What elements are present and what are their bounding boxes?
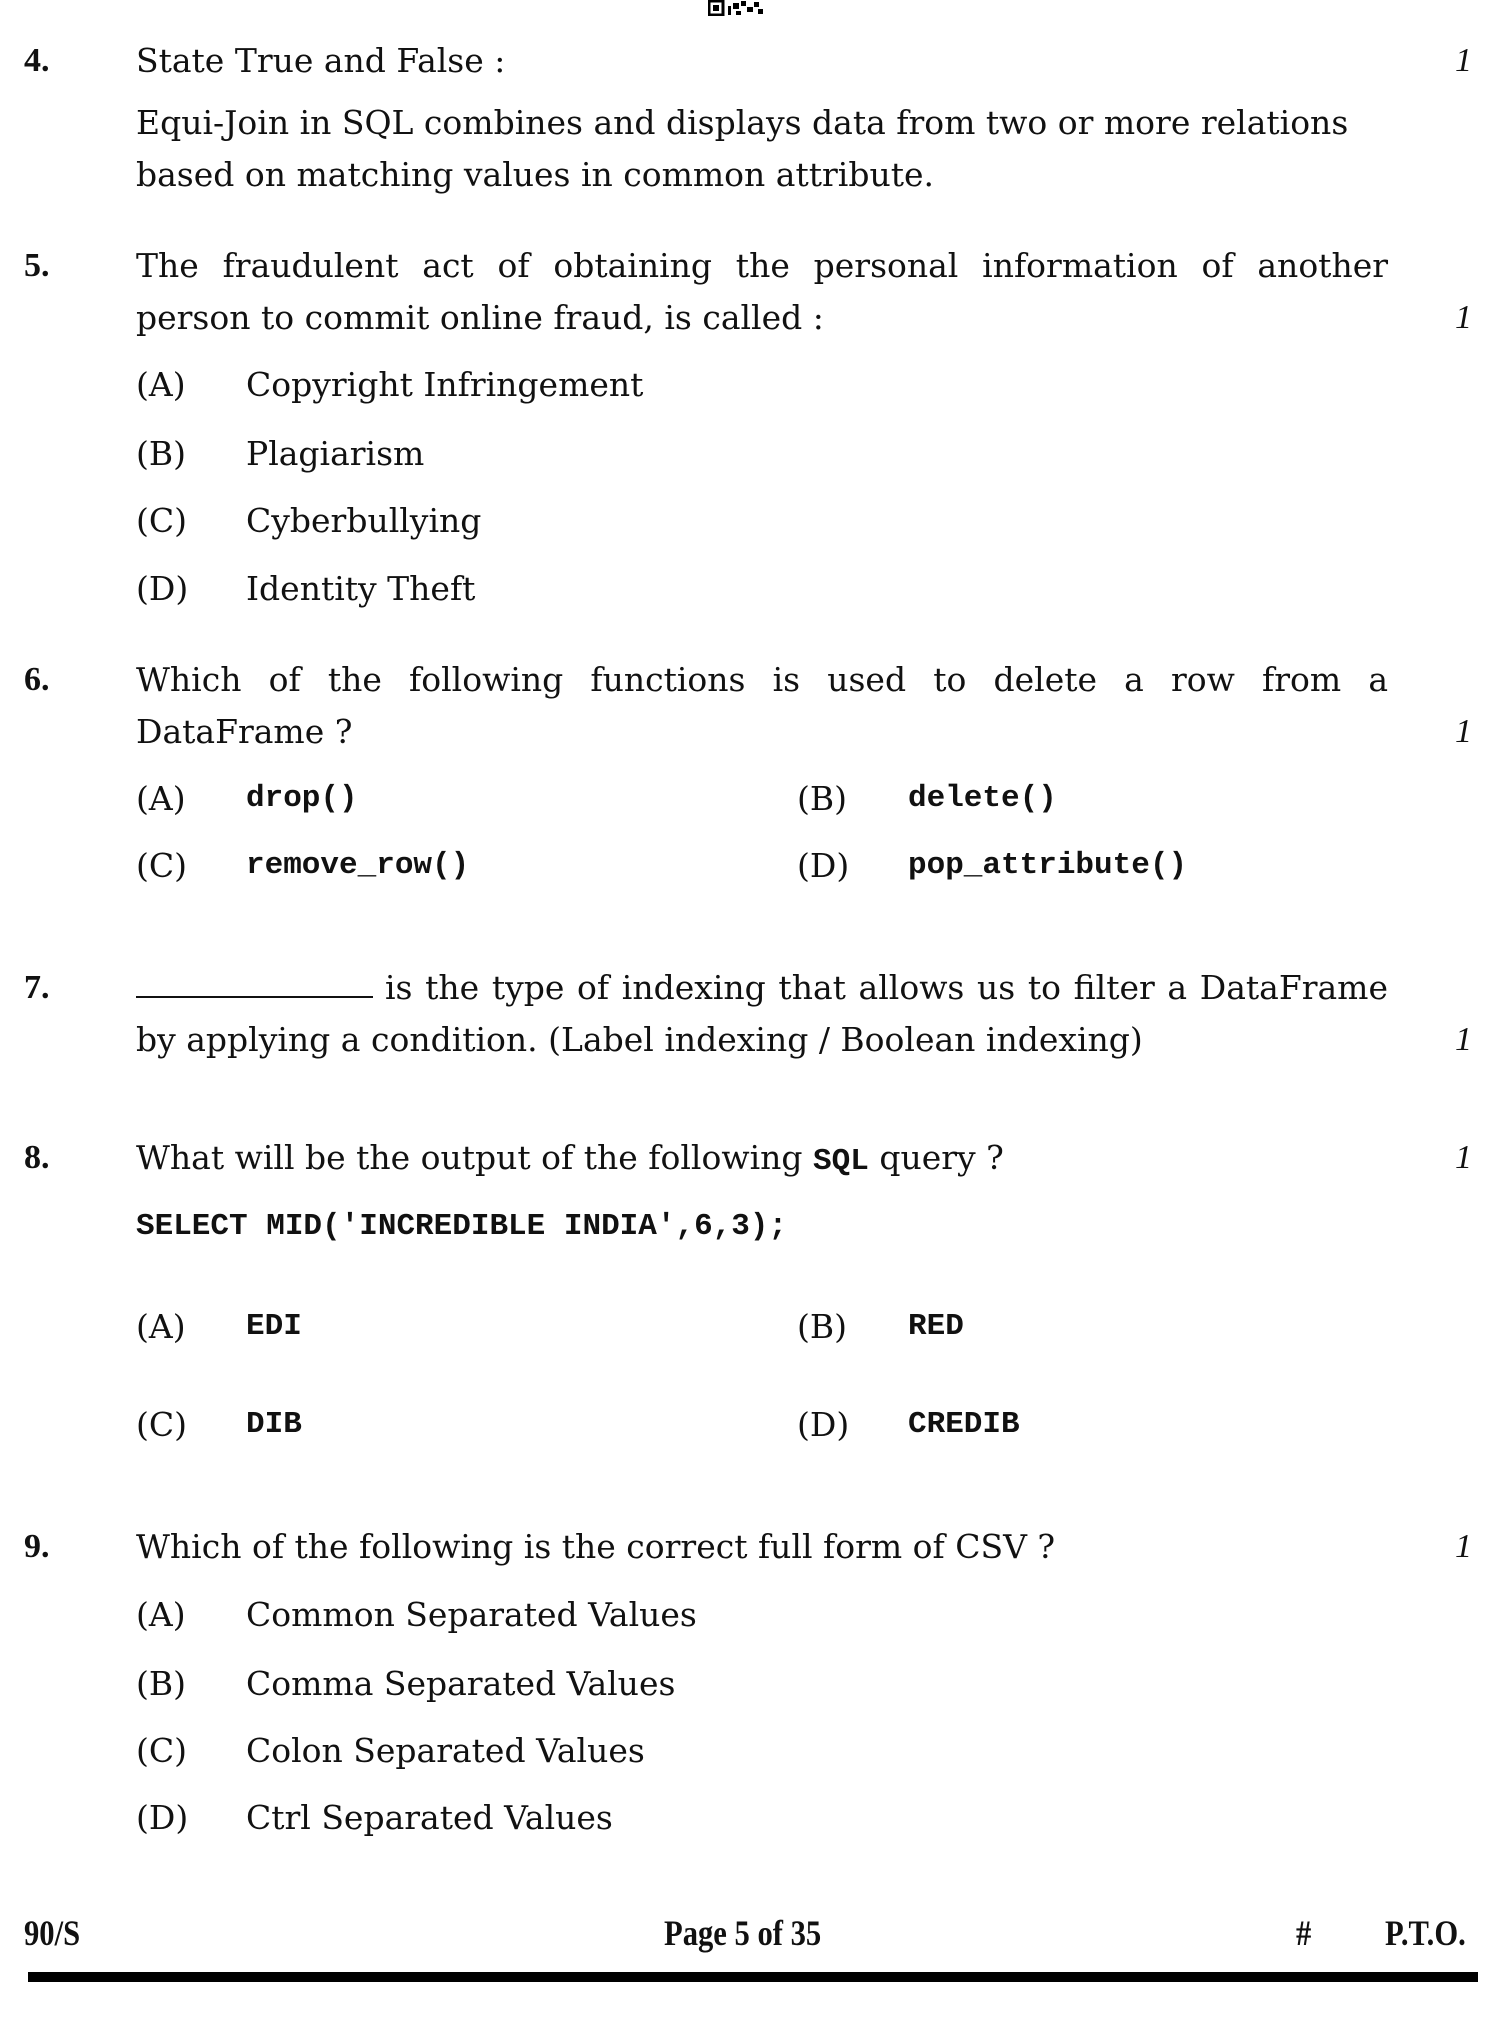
question-number: 6. <box>24 661 50 698</box>
option-label: (D) <box>797 846 850 885</box>
question-text-part: query ? <box>879 1138 1004 1177</box>
question-text <box>136 1132 1004 1184</box>
option-label: (D) <box>136 1798 189 1837</box>
question-marks: 1 <box>1455 1528 1472 1565</box>
option-label: (C) <box>136 1731 187 1770</box>
sql-keyword: SQL <box>813 1144 869 1179</box>
option-label: (B) <box>797 1307 847 1346</box>
option-label: (C) <box>136 501 187 540</box>
option-label: (D) <box>136 569 189 608</box>
question-text: The fraudulent act of obtaining the personal information of another <box>136 246 1388 285</box>
option-label: (D) <box>797 1405 850 1444</box>
option-text: Plagiarism <box>246 434 425 473</box>
question-number: 9. <box>24 1528 50 1565</box>
option-text: Comma Separated Values <box>246 1664 676 1703</box>
question-number: 8. <box>24 1139 50 1176</box>
page-number: Page 5 of 35 <box>664 1913 822 1953</box>
option-label: (A) <box>136 1595 186 1634</box>
option-text: Copyright Infringement <box>246 365 644 404</box>
fill-in-blank <box>136 962 373 998</box>
option-text: Common Separated Values <box>246 1595 697 1634</box>
question-number: 5. <box>24 247 50 284</box>
option-label: (A) <box>136 1307 186 1346</box>
option-text: EDI <box>246 1309 302 1344</box>
option-text: RED <box>908 1309 964 1344</box>
option-text: pop_attribute() <box>908 848 1188 883</box>
qr-code-icon <box>708 0 766 16</box>
footer-rule <box>28 1972 1478 1982</box>
option-label: (A) <box>136 365 186 404</box>
option-label: (C) <box>136 1405 187 1444</box>
question-marks: 1 <box>1455 1139 1472 1176</box>
option-label: (A) <box>136 779 186 818</box>
question-text: is the type of indexing that allows us to filter a DataFrame <box>385 968 1388 1007</box>
question-text: based on matching values in common attribute. <box>136 155 934 194</box>
question-number: 7. <box>24 969 50 1006</box>
question-marks: 1 <box>1455 299 1472 336</box>
option-text: Ctrl Separated Values <box>246 1798 613 1837</box>
question-text-line <box>136 962 1388 1014</box>
option-label: (B) <box>797 779 847 818</box>
paper-code: 90/S <box>24 1913 81 1953</box>
option-text: Colon Separated Values <box>246 1731 645 1770</box>
question-number: 4. <box>24 42 50 79</box>
question-text: Which of the following functions is used to delete a row from a <box>136 660 1388 699</box>
question-text: by applying a condition. (Label indexing / Boolean indexing) <box>136 1020 1143 1059</box>
option-text: DIB <box>246 1407 302 1442</box>
option-text: Cyberbullying <box>246 501 482 540</box>
option-text: Identity Theft <box>246 569 476 608</box>
question-text: Equi-Join in SQL combines and displays data from two or more relations <box>136 103 1349 142</box>
option-text: CREDIB <box>908 1407 1020 1442</box>
question-text-part: What will be the output of the following <box>136 1138 803 1177</box>
option-label: (B) <box>136 434 186 473</box>
option-text: drop() <box>246 781 358 816</box>
question-text: person to commit online fraud, is called : <box>136 298 824 337</box>
option-text: delete() <box>908 781 1057 816</box>
question-text: Which of the following is the correct full form of CSV ? <box>136 1527 1056 1566</box>
sql-code: SELECT MID('INCREDIBLE INDIA',6,3); <box>136 1209 788 1244</box>
question-text: State True and False : <box>136 41 506 80</box>
question-marks: 1 <box>1455 713 1472 750</box>
option-text: remove_row() <box>246 848 470 883</box>
question-text: DataFrame ? <box>136 712 353 751</box>
hash-mark: # <box>1296 1913 1312 1953</box>
pto-label: P.T.O. <box>1385 1913 1466 1953</box>
question-marks: 1 <box>1455 42 1472 79</box>
question-marks: 1 <box>1455 1021 1472 1058</box>
option-label: (C) <box>136 846 187 885</box>
option-label: (B) <box>136 1664 186 1703</box>
